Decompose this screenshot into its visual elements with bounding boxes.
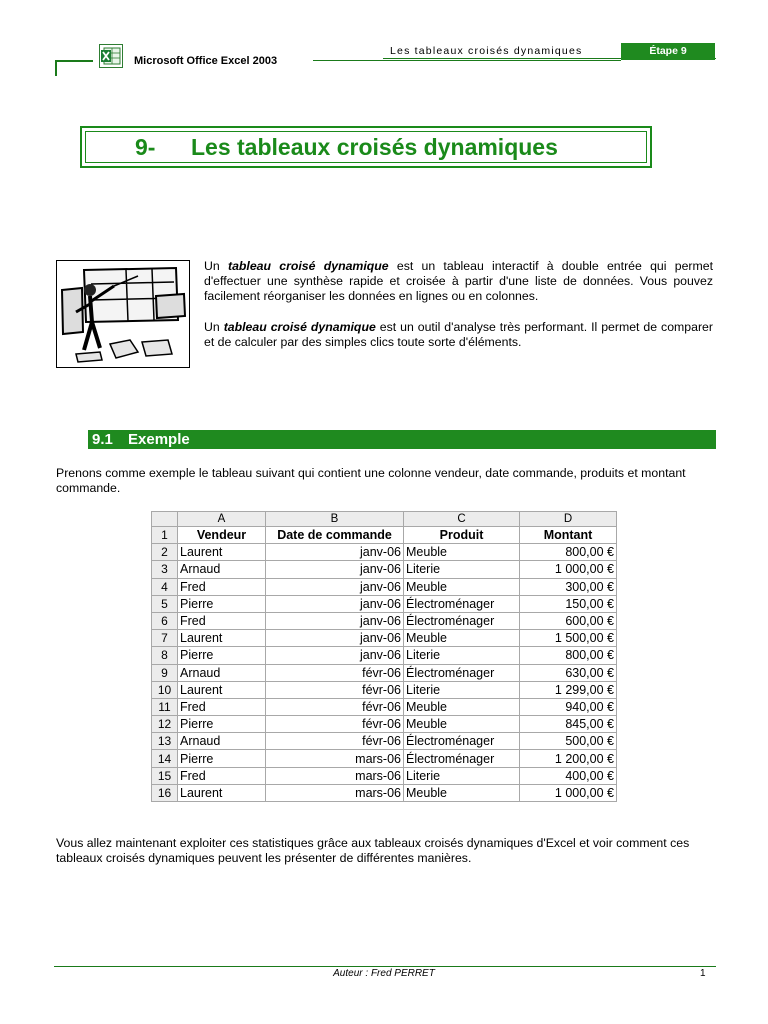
table-row (152, 561, 617, 578)
footer-author: Auteur : Fred PERRET (333, 968, 435, 979)
header-corner-line (55, 60, 57, 76)
footer-rule (54, 966, 716, 967)
cell-vendeur: Arnaud (178, 664, 266, 681)
cell-vendeur: Fred (178, 767, 266, 784)
cell-date: janv-06 (266, 578, 404, 595)
column-letter: D (520, 512, 617, 527)
cell-montant: 630,00 € (520, 664, 617, 681)
section-heading (88, 430, 716, 449)
cell-produit: Électroménager (404, 733, 520, 750)
cell-date: févr-06 (266, 681, 404, 698)
cell-vendeur: Fred (178, 578, 266, 595)
cell-produit: Électroménager (404, 595, 520, 612)
cell-produit: Literie (404, 767, 520, 784)
row-number: 7 (152, 630, 178, 647)
cell-montant: 1 200,00 € (520, 750, 617, 767)
cell-date: janv-06 (266, 612, 404, 629)
row-number: 16 (152, 784, 178, 801)
cell-produit: Meuble (404, 784, 520, 801)
table-row (152, 544, 617, 561)
table-row (152, 578, 617, 595)
intro-paragraph-2: Un tableau croisé dynamique est un outil d'analyse très performant. Il permet de comparer et de calculer par des simples clics toute sorte d'éléments. (204, 319, 713, 349)
row-number: 6 (152, 612, 178, 629)
cell-vendeur: Fred (178, 698, 266, 715)
header-cell-date: Date de commande (266, 527, 404, 544)
chapter-title-box (80, 126, 652, 168)
cell-montant: 1 000,00 € (520, 784, 617, 801)
table-row (152, 698, 617, 715)
figure-pointing-at-table-icon (56, 260, 190, 368)
page-number: 1 (700, 968, 706, 979)
cell-montant: 800,00 € (520, 647, 617, 664)
cell-vendeur: Pierre (178, 647, 266, 664)
cell-date: mars-06 (266, 784, 404, 801)
cell-montant: 400,00 € (520, 767, 617, 784)
row-number: 13 (152, 733, 178, 750)
cell-produit: Literie (404, 681, 520, 698)
column-letter: C (404, 512, 520, 527)
row-number: 14 (152, 750, 178, 767)
chapter-number: 9- (135, 134, 156, 160)
header-rule-left (55, 60, 93, 62)
table-row (152, 664, 617, 681)
cell-vendeur: Laurent (178, 544, 266, 561)
cell-vendeur: Pierre (178, 716, 266, 733)
sheet-corner (152, 512, 178, 527)
cell-montant: 600,00 € (520, 612, 617, 629)
intro-emphasis-2: tableau croisé dynamique (223, 319, 376, 334)
cell-montant: 1 000,00 € (520, 561, 617, 578)
page-title: Les tableaux croisés dynamiques (191, 134, 558, 160)
cell-produit: Literie (404, 561, 520, 578)
table-row (152, 647, 617, 664)
cell-date: mars-06 (266, 767, 404, 784)
spreadsheet-table (151, 511, 617, 802)
row-number: 12 (152, 716, 178, 733)
cell-montant: 150,00 € (520, 595, 617, 612)
cell-vendeur: Arnaud (178, 733, 266, 750)
cell-date: janv-06 (266, 595, 404, 612)
cell-produit: Meuble (404, 630, 520, 647)
cell-vendeur: Laurent (178, 784, 266, 801)
cell-montant: 500,00 € (520, 733, 617, 750)
row-number: 10 (152, 681, 178, 698)
cell-produit: Électroménager (404, 664, 520, 681)
cell-montant: 1 500,00 € (520, 630, 617, 647)
cell-vendeur: Arnaud (178, 561, 266, 578)
cell-produit: Literie (404, 647, 520, 664)
table-row (152, 612, 617, 629)
cell-montant: 800,00 € (520, 544, 617, 561)
header-step-badge: Étape 9 (621, 43, 715, 60)
table-row (152, 595, 617, 612)
section-number: 9.1 (92, 431, 113, 448)
cell-date: févr-06 (266, 733, 404, 750)
row-number: 11 (152, 698, 178, 715)
cell-produit: Électroménager (404, 612, 520, 629)
table-row (152, 681, 617, 698)
cell-produit: Meuble (404, 544, 520, 561)
intro-paragraph-1: Un tableau croisé dynamique est un tableau interactif à double entrée qui permet d'effectuer une synthèse rapide et croisée à partir d'une liste de données. Vous pouvez facilement réorganiser les données en lignes ou en colonnes. (204, 259, 713, 304)
cell-date: janv-06 (266, 561, 404, 578)
cell-date: févr-06 (266, 664, 404, 681)
cell-vendeur: Pierre (178, 750, 266, 767)
table-row (152, 767, 617, 784)
column-letter-row (152, 512, 617, 527)
cell-montant: 940,00 € (520, 698, 617, 715)
intro-emphasis-1: tableau croisé dynamique (227, 259, 389, 273)
cell-montant: 845,00 € (520, 716, 617, 733)
table-row (152, 750, 617, 767)
row-number: 4 (152, 578, 178, 595)
header-cell-vendeur: Vendeur (178, 527, 266, 544)
row-number: 1 (152, 527, 178, 544)
row-number: 9 (152, 664, 178, 681)
header-product-name: Microsoft Office Excel 2003 (134, 55, 278, 67)
cell-produit: Électroménager (404, 750, 520, 767)
paragraph-after-table: Vous allez maintenant exploiter ces statistiques grâce aux tableaux croisés dynamiques d'Excel et voir comment ces tableaux croisés dynamiques peuvent les présenter de différentes manières. (56, 836, 690, 866)
cell-produit: Meuble (404, 578, 520, 595)
cell-date: mars-06 (266, 750, 404, 767)
intro-text (204, 259, 713, 365)
cell-date: janv-06 (266, 647, 404, 664)
table-row (152, 716, 617, 733)
cell-date: janv-06 (266, 544, 404, 561)
cell-vendeur: Laurent (178, 681, 266, 698)
cell-montant: 1 299,00 € (520, 681, 617, 698)
row-number: 8 (152, 647, 178, 664)
table-row (152, 784, 617, 801)
cell-vendeur: Laurent (178, 630, 266, 647)
header-cell-montant: Montant (520, 527, 617, 544)
table-row (152, 630, 617, 647)
table-header-row (152, 527, 617, 544)
row-number: 5 (152, 595, 178, 612)
header-chapter-title: Les tableaux croisés dynamiques (390, 45, 583, 57)
cell-produit: Meuble (404, 716, 520, 733)
header-cell-produit: Produit (404, 527, 520, 544)
cell-produit: Meuble (404, 698, 520, 715)
cell-date: févr-06 (266, 716, 404, 733)
section-title: Exemple (128, 431, 190, 448)
table-row (152, 733, 617, 750)
cell-vendeur: Pierre (178, 595, 266, 612)
row-number: 3 (152, 561, 178, 578)
column-letter: B (266, 512, 404, 527)
cell-montant: 300,00 € (520, 578, 617, 595)
cell-vendeur: Fred (178, 612, 266, 629)
cell-date: janv-06 (266, 630, 404, 647)
column-letter: A (178, 512, 266, 527)
excel-logo-icon (99, 44, 123, 68)
cell-date: févr-06 (266, 698, 404, 715)
header-rule-middle (313, 60, 621, 61)
row-number: 15 (152, 767, 178, 784)
paragraph-before-table: Prenons comme exemple le tableau suivant qui contient une colonne vendeur, date commande, produits et montant commande. (56, 466, 686, 496)
row-number: 2 (152, 544, 178, 561)
